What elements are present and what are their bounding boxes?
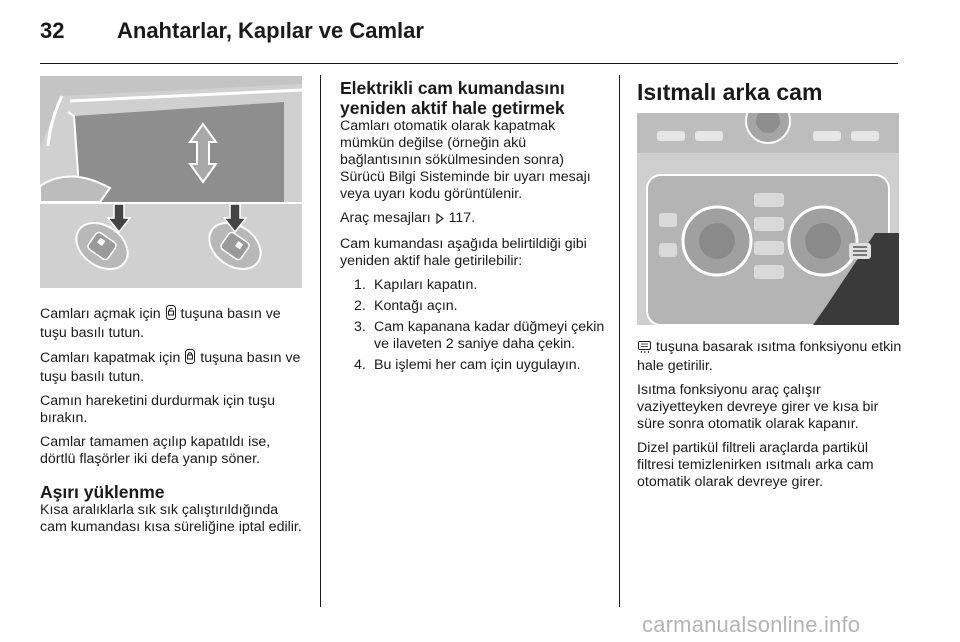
column-divider-1 bbox=[320, 75, 321, 607]
open-windows-paragraph bbox=[40, 305, 306, 342]
activation-text: tuşuna basarak ısıtma fonksiyonu etkin hale getirilir. bbox=[637, 339, 902, 374]
rear-window-heating-icon bbox=[638, 341, 651, 358]
climate-control-panel-illustration bbox=[637, 113, 899, 325]
panel-illustration-svg bbox=[637, 113, 899, 325]
header-divider bbox=[40, 63, 898, 64]
column-3-body bbox=[637, 339, 903, 498]
overload-paragraph: Kısa aralıklarla sık sık çalıştırıldığında cam kumandası kısa süreliğine iptal edilir. bbox=[40, 502, 302, 535]
list-item bbox=[340, 298, 606, 315]
vehicle-messages-ref bbox=[340, 210, 606, 229]
page-number: 32 bbox=[40, 18, 65, 43]
page-reference-icon bbox=[436, 212, 444, 229]
step-number: 2. bbox=[354, 298, 366, 314]
diesel-filter-paragraph: Dizel partikül filtreli araçlarda partikül filtresi temizlenirken ısıtmalı arka cam otomatik olarak devreye girer. bbox=[637, 440, 874, 490]
step-number: 1. bbox=[354, 277, 366, 293]
close-text-before: Camları kapatmak için bbox=[40, 350, 181, 366]
step-text: Kontağı açın. bbox=[374, 298, 458, 314]
open-text-after: tuşuna basın ve tuşu basılı tutun. bbox=[40, 306, 281, 341]
car-window-switch-illustration bbox=[40, 76, 302, 288]
reactivation-lead: Cam kumandası aşağıda belirtildiği gibi yeniden aktif hale getirilebilir: bbox=[340, 236, 587, 269]
activation-paragraph bbox=[637, 339, 903, 375]
hazard-lights-paragraph: Camlar tamamen açılıp kapatıldı ise, dörtlü flaşörler iki defa yanıp söner. bbox=[40, 434, 271, 467]
step-text: Cam kapanana kadar düğmeyi çekin ve ilaveten 2 saniye daha çekin. bbox=[374, 319, 605, 352]
vehicle-messages-label: Araç mesajları bbox=[340, 210, 431, 226]
overload-heading: Aşırı yüklenme bbox=[40, 482, 165, 502]
page-title: Anahtarlar, Kapılar ve Camlar bbox=[117, 18, 424, 43]
open-text-before: Camları açmak için bbox=[40, 306, 161, 322]
step-number: 3. bbox=[354, 319, 366, 335]
column-1 bbox=[40, 305, 306, 543]
step-number: 4. bbox=[354, 357, 366, 373]
step-text: Kapıları kapatın. bbox=[374, 277, 478, 293]
window-illustration-svg bbox=[40, 76, 302, 288]
heated-rear-window-heading: Isıtmalı arka cam bbox=[637, 79, 823, 105]
list-item bbox=[340, 319, 606, 353]
close-windows-paragraph bbox=[40, 349, 306, 386]
step-text: Bu işlemi her cam için uygulayın. bbox=[374, 357, 581, 373]
auto-off-paragraph: Isıtma fonksiyonu araç çalışır vaziyetteyken devreye girer ve kısa bir süre sonra otomatik olarak kapanır. bbox=[637, 382, 879, 432]
close-text-after: tuşuna basın ve tuşu basılı tutun. bbox=[40, 350, 301, 385]
column-3 bbox=[637, 78, 901, 115]
list-item bbox=[340, 357, 606, 374]
reactivation-steps bbox=[340, 277, 606, 374]
stop-movement-paragraph: Camın hareketini durdurmak için tuşu bırakın. bbox=[40, 393, 275, 426]
watermark: carmanualsonline.info bbox=[642, 612, 861, 637]
reactivation-intro: Camları otomatik olarak kapatmak mümkün değilse (örneğin akü bağlantısının sökülmesinden sonra) Sürücü Bilgi Sisteminde bir uyarı mesajı veya uyarı kodu görüntülenir. bbox=[340, 118, 591, 202]
column-2 bbox=[340, 78, 606, 381]
reactivation-heading: Elektrikli cam kumandasını yeniden aktif hale getirmek bbox=[340, 78, 565, 118]
lock-key-icon bbox=[185, 349, 195, 369]
vehicle-messages-page: 117. bbox=[448, 210, 476, 226]
unlock-key-icon bbox=[166, 305, 176, 325]
list-item bbox=[340, 277, 606, 294]
column-divider-2 bbox=[619, 75, 620, 607]
